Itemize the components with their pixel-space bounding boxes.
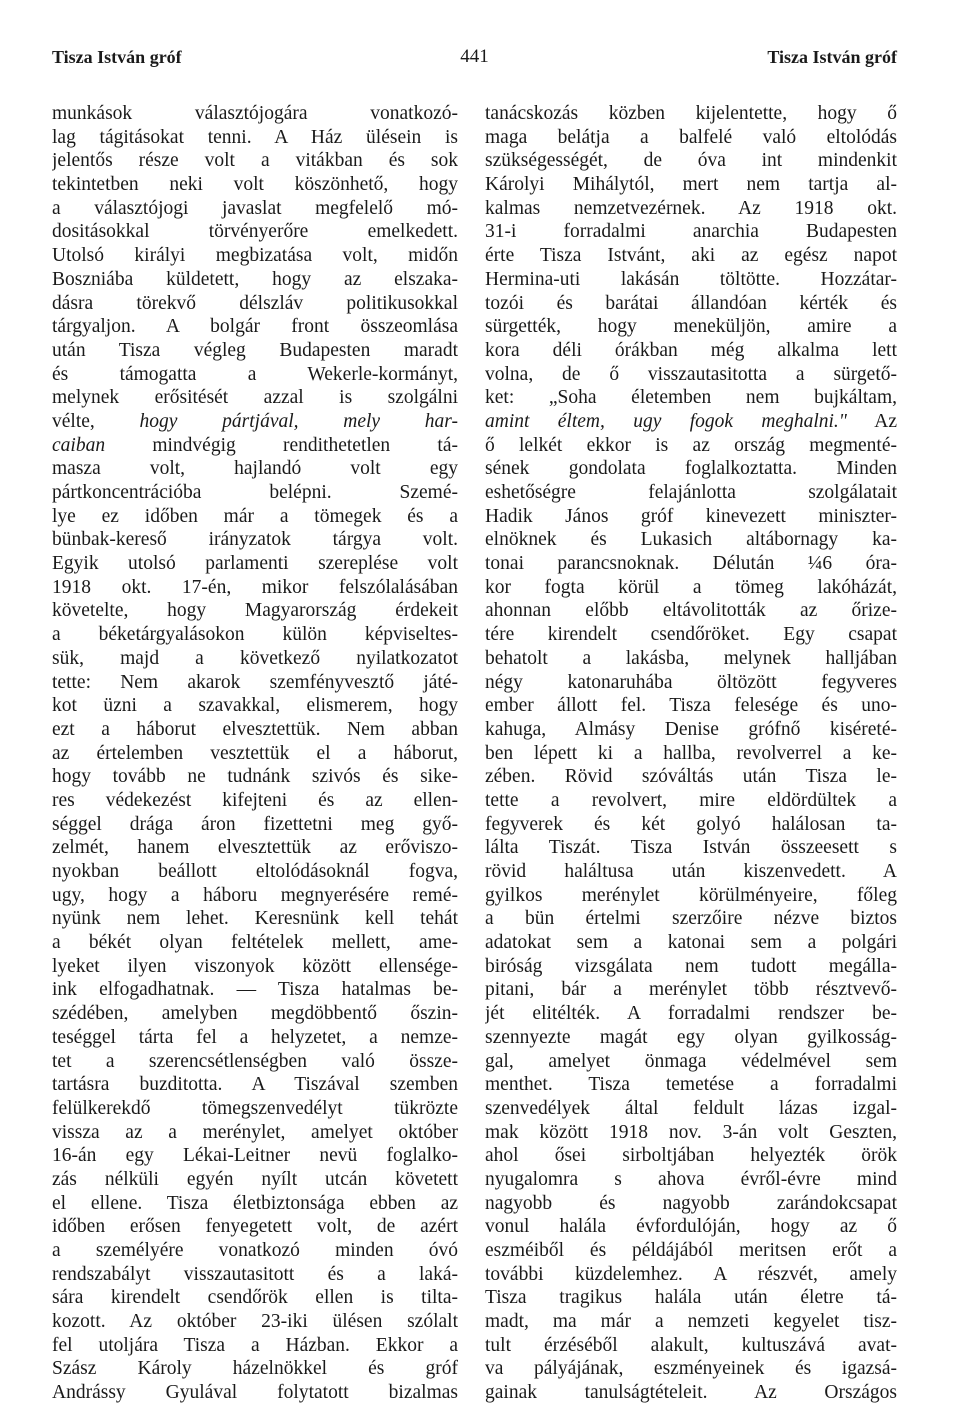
text-line bbox=[52, 173, 458, 197]
text-line bbox=[485, 742, 897, 766]
text-line bbox=[52, 102, 458, 126]
page-number: 441 bbox=[460, 46, 489, 67]
text-line bbox=[52, 1310, 458, 1334]
text-line bbox=[52, 268, 458, 292]
text-segment: zében. Rövid szóváltás után Tisza le- bbox=[485, 766, 897, 788]
text-segment: felülkerekdő tömegszenvedélyt tükrözte bbox=[52, 1097, 458, 1119]
text-line bbox=[52, 623, 458, 647]
text-line bbox=[485, 1073, 897, 1097]
text-segment: további küzdelemhez. A részvét, amely bbox=[485, 1263, 897, 1285]
text-segment: Hadik János gróf kinevezett miniszter- bbox=[485, 505, 897, 527]
text-segment: tette a revolvert, mire eldördültek a bbox=[485, 789, 897, 811]
text-segment: amint éltem, ugy fogok meghalni." bbox=[485, 410, 847, 432]
text-line bbox=[52, 1121, 458, 1145]
text-line bbox=[52, 671, 458, 695]
text-line bbox=[485, 339, 897, 363]
text-segment: mindvégig rendithetetlen tá- bbox=[105, 434, 458, 456]
text-segment: tozói és barátai állandóan kérték és bbox=[485, 292, 897, 314]
text-line bbox=[485, 623, 897, 647]
text-segment: ahonnan előbb eltávolitották az őrize- bbox=[485, 600, 897, 622]
text-segment: ben lépett ki a hallba, revolverrel a ke- bbox=[485, 742, 897, 764]
text-line bbox=[485, 1144, 897, 1168]
text-segment: adatokat sem a katonai sem a polgári bbox=[485, 932, 897, 954]
text-segment: kozott. Az október 23-iki ülésen szólalt bbox=[52, 1311, 458, 1333]
text-segment: teséggel tárta fel a helyzetet, a nemze- bbox=[52, 1026, 458, 1048]
text-line bbox=[485, 386, 897, 410]
text-line bbox=[485, 149, 897, 173]
text-segment: 16-án egy Lékai-Leitner nevü foglalko- bbox=[52, 1145, 458, 1167]
text-segment: el ellene. Tisza életbiztonsága ebben az bbox=[52, 1192, 458, 1214]
text-segment: vélte, bbox=[52, 410, 140, 432]
text-segment: jét elitélték. A forradalmi rendszer be- bbox=[485, 1003, 897, 1025]
text-segment: Egyik utolsó parlamenti szereplése volt bbox=[52, 553, 458, 575]
text-line bbox=[52, 836, 458, 860]
text-line bbox=[52, 149, 458, 173]
text-line bbox=[52, 197, 458, 221]
text-line bbox=[52, 457, 458, 481]
text-segment: ő lelkét ekkor is az ország megmenté- bbox=[485, 434, 897, 456]
text-segment: Tisza tragikus halála után életre tá- bbox=[485, 1287, 897, 1309]
text-segment: ugy, hogy a háboru megnyerésére remé- bbox=[52, 884, 458, 906]
text-line bbox=[52, 718, 458, 742]
text-segment: Károlyi Mihálytól, mert nem tartja al- bbox=[485, 174, 897, 196]
text-segment: lag tágitásokat tenni. A Ház ülésein is bbox=[52, 126, 458, 148]
text-segment: kora déli órákban még alkalma lett bbox=[485, 339, 897, 361]
text-segment: tekintetben neki volt köszönhető, hogy bbox=[52, 174, 458, 196]
text-segment: eshetőségre felajánlotta szolgálatait bbox=[485, 482, 897, 503]
text-line bbox=[485, 694, 897, 718]
text-line bbox=[52, 481, 458, 505]
text-segment: madt, ma már a nemzeti kegyelet tisz- bbox=[485, 1311, 897, 1333]
text-segment: nyokban beállott eltolódásoknál fogva, bbox=[52, 861, 458, 882]
text-segment: a béketárgyalásokon külön képviseltes- bbox=[52, 624, 458, 646]
text-segment: tanácskozás közben kijelentette, hogy ő bbox=[485, 103, 897, 124]
text-segment: Boszniába küldetett, hogy az elszaka- bbox=[52, 268, 458, 290]
text-segment: Andrássy Gyulával folytatott bizalmas bbox=[52, 1382, 458, 1404]
text-segment: ket: „Soha életemben nem bujkáltam, bbox=[485, 387, 897, 409]
text-line bbox=[485, 907, 897, 931]
text-line bbox=[485, 955, 897, 979]
text-line bbox=[485, 505, 897, 529]
text-line bbox=[485, 1263, 897, 1287]
text-segment: hogy pártjával, mely har- bbox=[139, 410, 458, 432]
text-line bbox=[52, 1357, 458, 1381]
text-segment: mak között 1918 nov. 3-án volt Geszten, bbox=[485, 1121, 897, 1143]
text-line bbox=[485, 576, 897, 600]
text-line bbox=[52, 315, 458, 339]
text-line bbox=[52, 220, 458, 244]
text-segment: fel utoljára Tisza a Házban. Ekkor a bbox=[52, 1334, 458, 1356]
text-segment: nyugalomra s ahova évről-évre mind bbox=[485, 1168, 897, 1190]
text-segment: melynek erősitését azzal is szolgálni bbox=[52, 387, 458, 409]
text-segment: kahuga, Almásy Denise grófnő kiséreté- bbox=[485, 718, 897, 740]
text-segment: nagyobb és nagyobb zarándokcsapat bbox=[485, 1192, 897, 1214]
text-line bbox=[485, 718, 897, 742]
text-segment: dásra törekvő délszláv politikusokkal bbox=[52, 292, 458, 314]
text-line bbox=[52, 742, 458, 766]
text-segment: lyeket ilyen viszonyok között ellensége- bbox=[52, 955, 458, 977]
text-line bbox=[485, 552, 897, 576]
text-line bbox=[52, 765, 458, 789]
text-segment: Hermina-uti lakásán töltötte. Hozzátar- bbox=[485, 268, 897, 290]
text-segment: időben erősen fenyegetett volt, de azért bbox=[52, 1216, 458, 1238]
text-line bbox=[52, 1144, 458, 1168]
text-line bbox=[485, 1239, 897, 1263]
text-line bbox=[52, 410, 458, 434]
text-segment: ezt a háborut elvesztettük. Nem abban bbox=[52, 718, 458, 740]
text-line bbox=[52, 386, 458, 410]
text-line bbox=[485, 1121, 897, 1145]
text-segment: hogy tovább ne tudnánk szivós és sike- bbox=[52, 766, 458, 788]
text-segment: Utolsó királyi megbizatása volt, midőn bbox=[52, 245, 458, 267]
text-segment: érte Tisza Istvánt, aki az egész napot bbox=[485, 245, 897, 267]
text-line bbox=[485, 1026, 897, 1050]
text-segment: tet a szerencsétlenségben való össze- bbox=[52, 1050, 458, 1072]
text-segment: bünbak-kereső irányzatok tárgya volt. bbox=[52, 529, 458, 551]
text-line bbox=[52, 931, 458, 955]
text-segment: kalmas nemzetvezérnek. Az 1918 okt. bbox=[485, 197, 897, 219]
text-line bbox=[485, 315, 897, 339]
text-line bbox=[485, 1215, 897, 1239]
text-segment: tette: Nem akarok szemfényvesztő játé- bbox=[52, 671, 458, 693]
text-line bbox=[485, 1192, 897, 1216]
text-line bbox=[52, 789, 458, 813]
text-segment: Az bbox=[847, 410, 897, 432]
text-line bbox=[52, 694, 458, 718]
text-line bbox=[485, 220, 897, 244]
text-segment: után Tisza végleg Budapesten maradt bbox=[52, 339, 458, 361]
text-segment: res védekezést kifejteni és az ellen- bbox=[52, 789, 458, 811]
text-line bbox=[52, 244, 458, 268]
text-line bbox=[52, 599, 458, 623]
text-segment: Szász Károly házelnökkel és gróf bbox=[52, 1358, 458, 1380]
text-segment: gyilkos merénylet körülményeire, főleg bbox=[485, 884, 897, 906]
text-line bbox=[52, 292, 458, 316]
text-line bbox=[52, 434, 458, 458]
text-segment: tonai parancsnoknak. Délután ¼6 óra- bbox=[485, 553, 897, 575]
text-line bbox=[485, 1168, 897, 1192]
text-line bbox=[52, 363, 458, 387]
text-segment: behatolt a lakásba, melynek halljában bbox=[485, 647, 897, 669]
text-line bbox=[485, 765, 897, 789]
text-line bbox=[52, 1215, 458, 1239]
text-segment: és támogatta a Wekerle-kormányt, bbox=[52, 363, 458, 385]
text-line bbox=[485, 528, 897, 552]
text-line bbox=[52, 955, 458, 979]
text-segment: rövid haláltusa után kiszenvedett. A bbox=[485, 861, 897, 882]
text-segment: sára kirendelt csendőrök ellen is tilta- bbox=[52, 1287, 458, 1309]
text-segment: tére kirendelt csendőröket. Egy csapat bbox=[485, 624, 897, 646]
text-line bbox=[485, 102, 897, 126]
text-segment: szenvedélyek által feldult lázas izgal- bbox=[485, 1097, 897, 1119]
text-segment: lálta Tiszát. Tisza István összeesett s bbox=[485, 837, 897, 859]
text-segment: séggel drága áron fizettetni meg győ- bbox=[52, 813, 458, 835]
text-segment: rendszabályt visszautasitott és a laká- bbox=[52, 1263, 458, 1285]
text-segment: a választójogi javaslat megfelelő mó- bbox=[52, 197, 458, 219]
text-segment: pitani, bár a merénylet több résztvevő- bbox=[485, 979, 897, 1001]
text-segment: va pályájának, eszményeinek és igazsá- bbox=[485, 1358, 897, 1380]
text-segment: sének gondolata foglalkoztatta. Minden bbox=[485, 458, 897, 480]
text-segment: tárgyaljon. A bolgár front összeomlása bbox=[52, 316, 458, 338]
text-line bbox=[485, 1002, 897, 1026]
text-line bbox=[52, 1381, 458, 1405]
header-title-left: Tisza István gróf bbox=[52, 47, 182, 67]
text-segment: elnöknek és Lukasich altábornagy ka- bbox=[485, 529, 897, 551]
text-segment: a békét olyan feltételek mellett, ame- bbox=[52, 932, 458, 954]
text-line bbox=[52, 1334, 458, 1358]
text-line bbox=[52, 1026, 458, 1050]
text-line bbox=[52, 978, 458, 1002]
text-line bbox=[52, 1192, 458, 1216]
text-line bbox=[485, 647, 897, 671]
text-line bbox=[485, 1286, 897, 1310]
column-right bbox=[485, 102, 897, 1405]
text-line bbox=[52, 860, 458, 884]
text-line bbox=[485, 1334, 897, 1358]
text-line bbox=[52, 1168, 458, 1192]
text-line bbox=[485, 434, 897, 458]
text-segment: pártkoncentrációba belépni. Szemé- bbox=[52, 482, 458, 503]
text-line bbox=[485, 292, 897, 316]
text-line bbox=[485, 671, 897, 695]
text-segment: maga belátja a balfelé való eltolódás bbox=[485, 126, 897, 148]
text-segment: ember állott fel. Tisza felesége és uno- bbox=[485, 695, 897, 717]
text-segment: vissza az a merénylet, amelyet október bbox=[52, 1121, 458, 1143]
text-line bbox=[52, 552, 458, 576]
text-line bbox=[485, 860, 897, 884]
text-segment: ahol ősei sirboltjában helyezték örök bbox=[485, 1145, 897, 1167]
text-line bbox=[52, 126, 458, 150]
text-segment: az értelemben vesztettük el a háborut, bbox=[52, 742, 458, 764]
text-line bbox=[485, 197, 897, 221]
text-segment: a személyére vonatkozó minden óvó bbox=[52, 1240, 458, 1261]
text-segment: ink elfogadhatnak. — Tisza hatalmas be- bbox=[52, 979, 458, 1001]
text-segment: sük, majd a következő nyilatkozatot bbox=[52, 647, 458, 669]
text-segment: caiban bbox=[52, 434, 106, 456]
text-line bbox=[52, 1073, 458, 1097]
text-line bbox=[52, 907, 458, 931]
text-segment: követelte, hogy Magyarország érdekeit bbox=[52, 600, 458, 622]
text-segment: volna, de ő visszautasitotta a sürgető- bbox=[485, 363, 897, 385]
text-line bbox=[52, 884, 458, 908]
text-segment: kot üzni a szavakkal, elismerem, hogy bbox=[52, 695, 458, 717]
text-segment: zás nélküli egyén nyílt utcán követett bbox=[52, 1168, 458, 1190]
text-line bbox=[52, 813, 458, 837]
text-line bbox=[485, 481, 897, 505]
text-segment: jelentős része volt a vitákban és sok bbox=[52, 150, 458, 172]
text-line bbox=[485, 1381, 897, 1405]
text-line bbox=[485, 836, 897, 860]
text-segment: 31-i forradalmi anarchia Budapesten bbox=[485, 221, 897, 243]
text-segment: vonul halála évfordulóján, hogy az ő bbox=[485, 1216, 897, 1238]
text-segment: tartásra buzditotta. A Tiszával szemben bbox=[52, 1074, 458, 1096]
text-line bbox=[485, 173, 897, 197]
text-segment: munkások választójogára vonatkozó- bbox=[52, 103, 458, 124]
text-line bbox=[485, 884, 897, 908]
text-segment: nyünk nem lehet. Keresnünk kell tehát bbox=[52, 908, 458, 930]
text-line bbox=[485, 1357, 897, 1381]
text-line bbox=[485, 1050, 897, 1074]
text-segment: tult érzéséből alakult, kultuszává avat- bbox=[485, 1334, 897, 1356]
text-segment: kor fogta körül a tömeg lakóházát, bbox=[485, 576, 897, 598]
text-line bbox=[52, 576, 458, 600]
text-line bbox=[52, 505, 458, 529]
text-segment: négy katonaruhába öltözött fegyveres bbox=[485, 671, 897, 693]
text-segment: lye ez időben már a tömegek és a bbox=[52, 505, 458, 527]
text-segment: a bün értelmi szerzőire nézve biztos bbox=[485, 908, 897, 930]
text-line bbox=[485, 931, 897, 955]
text-line bbox=[52, 1263, 458, 1287]
text-line bbox=[52, 339, 458, 363]
text-segment: gal, amelyet önmaga védelmével sem bbox=[485, 1050, 897, 1072]
text-line bbox=[52, 1050, 458, 1074]
text-line bbox=[485, 126, 897, 150]
text-segment: 1918 okt. 17-én, mikor felszólalásában bbox=[52, 576, 458, 598]
text-line bbox=[52, 1286, 458, 1310]
text-line bbox=[52, 1002, 458, 1026]
text-line bbox=[52, 1097, 458, 1121]
column-left bbox=[52, 102, 458, 1405]
text-segment: zelmét, hanem elvesztettük az erőviszo- bbox=[52, 837, 458, 859]
text-line bbox=[52, 528, 458, 552]
text-line bbox=[485, 1097, 897, 1121]
text-line bbox=[52, 647, 458, 671]
text-line bbox=[485, 789, 897, 813]
text-line bbox=[485, 244, 897, 268]
running-header bbox=[52, 44, 897, 70]
text-segment: masza volt, hajlandó volt egy bbox=[52, 458, 458, 480]
text-segment: sürgették, hogy meneküljön, amire a bbox=[485, 316, 897, 338]
text-segment: szédében, amelyben megdöbbentő őszin- bbox=[52, 1003, 458, 1025]
text-segment: gainak tanulságtételeit. Az Országos bbox=[485, 1382, 897, 1404]
text-line bbox=[485, 1310, 897, 1334]
text-segment: biróság vizsgálata nem tudott megálla- bbox=[485, 955, 897, 977]
text-segment: menthet. Tisza temetése a forradalmi bbox=[485, 1074, 897, 1096]
text-line bbox=[485, 457, 897, 481]
text-line bbox=[485, 813, 897, 837]
text-line bbox=[485, 978, 897, 1002]
text-segment: fegyverek és két golyó halálosan ta- bbox=[485, 813, 897, 835]
text-line bbox=[52, 1239, 458, 1263]
text-line bbox=[485, 599, 897, 623]
text-segment: eszméiből és példájából meritsen erőt a bbox=[485, 1240, 897, 1261]
text-segment: dositásokkal törvényerőre emelkedett. bbox=[52, 221, 458, 243]
text-line bbox=[485, 410, 897, 434]
text-segment: szennyezte magát egy olyan gyilkosság- bbox=[485, 1026, 897, 1048]
text-segment: szükségességét, de óva int mindenkit bbox=[485, 150, 897, 172]
header-title-right: Tisza István gróf bbox=[767, 47, 897, 67]
text-line bbox=[485, 268, 897, 292]
text-line bbox=[485, 363, 897, 387]
